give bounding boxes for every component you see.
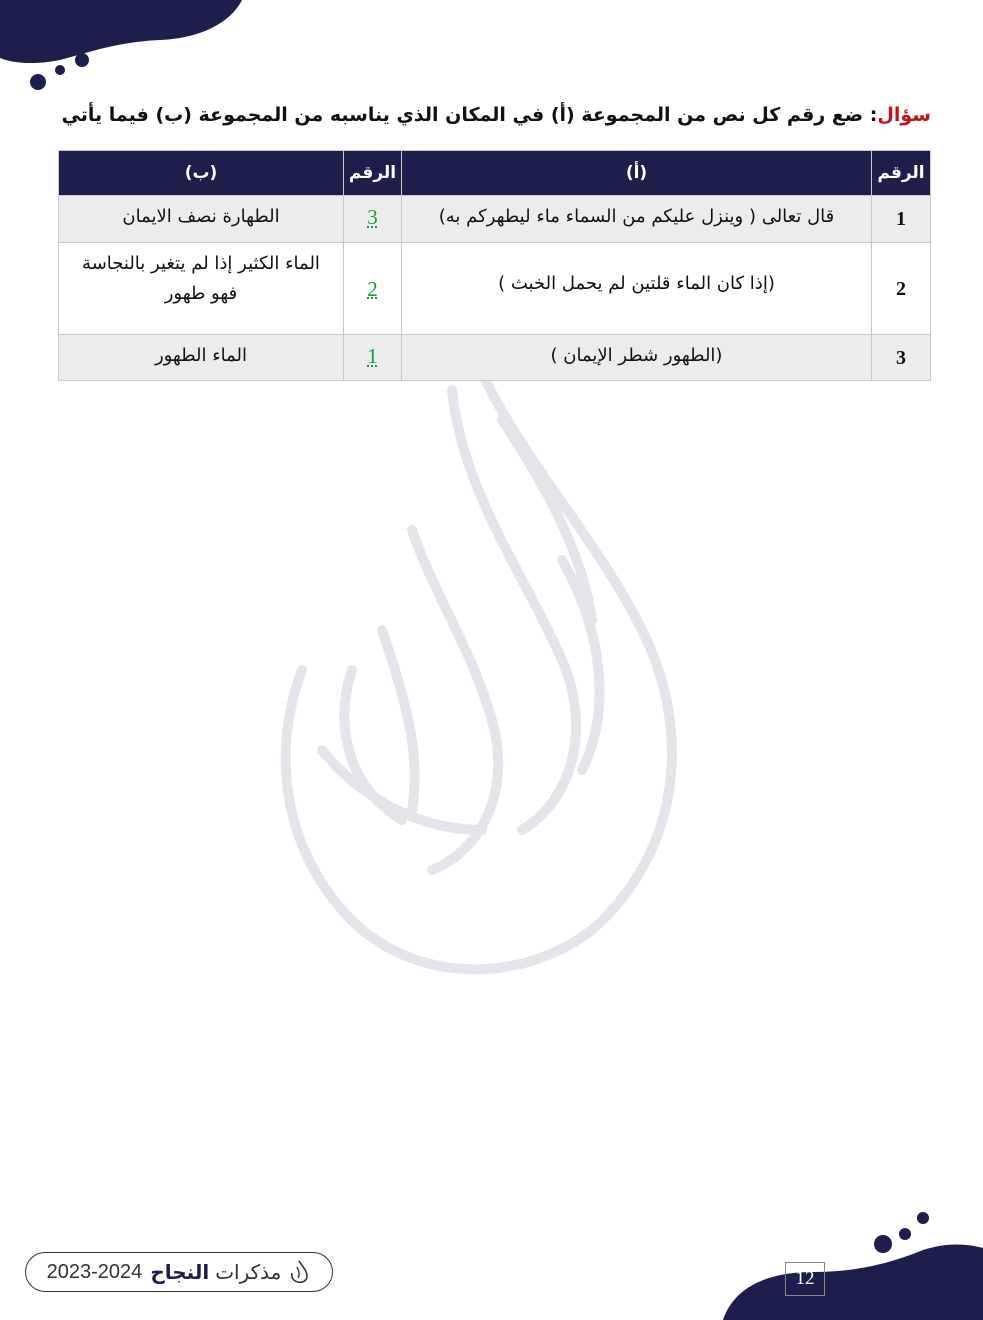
header-number-a: الرقم [872,151,931,196]
footer-prefix: مذكرات [215,1260,282,1284]
row-number: 2 [872,243,931,335]
row-number: 3 [872,335,931,381]
group-b-text: الماء الطهور [59,335,344,381]
matching-table [58,150,931,381]
footer-title [150,1259,311,1285]
footer-years: 2023-2024 [46,1260,143,1283]
footer-brand-badge [25,1252,333,1292]
answer-value: 1 [367,344,378,368]
table-row [59,243,931,335]
bottom-right-decoration [723,1210,983,1320]
group-a-text: قال تعالى ( وينزل عليكم من السماء ماء ليطهركم به) [402,196,872,243]
table-header-row [59,151,931,196]
header-group-b: (ب) [59,151,344,196]
group-b-text: الطهارة نصف الايمان [59,196,344,243]
question-colon: : [869,104,878,126]
footer-brand-name: النجاح [150,1260,210,1284]
table-row [59,196,931,243]
group-a-text: (إذا كان الماء قلتين لم يحمل الخبث ) [402,243,872,335]
answer-number[interactable] [344,335,402,381]
header-number-b: الرقم [344,151,402,196]
answer-value: 2 [367,276,378,301]
group-a-text: (الطهور شطر الإيمان ) [402,335,872,381]
calligraphy-watermark-logo [262,330,722,995]
answer-number[interactable] [344,243,402,335]
table-row [59,335,931,381]
row-number: 1 [872,196,931,243]
answer-number[interactable] [344,196,402,243]
group-b-text: الماء الكثير إذا لم يتغير بالنجاسة فهو طهور [59,243,344,335]
answer-value: 3 [367,205,378,229]
header-group-a: (أ) [402,151,872,196]
page-number: 12 [785,1262,825,1296]
question-label: سؤال [877,104,931,126]
top-left-decoration [0,0,260,100]
question-body: ضع رقم كل نص من المجموعة (أ) في المكان الذي يناسبه من المجموعة (ب) فيما يأتي [61,104,870,126]
question-text [62,104,931,126]
calligraphy-mini-logo [287,1259,311,1285]
